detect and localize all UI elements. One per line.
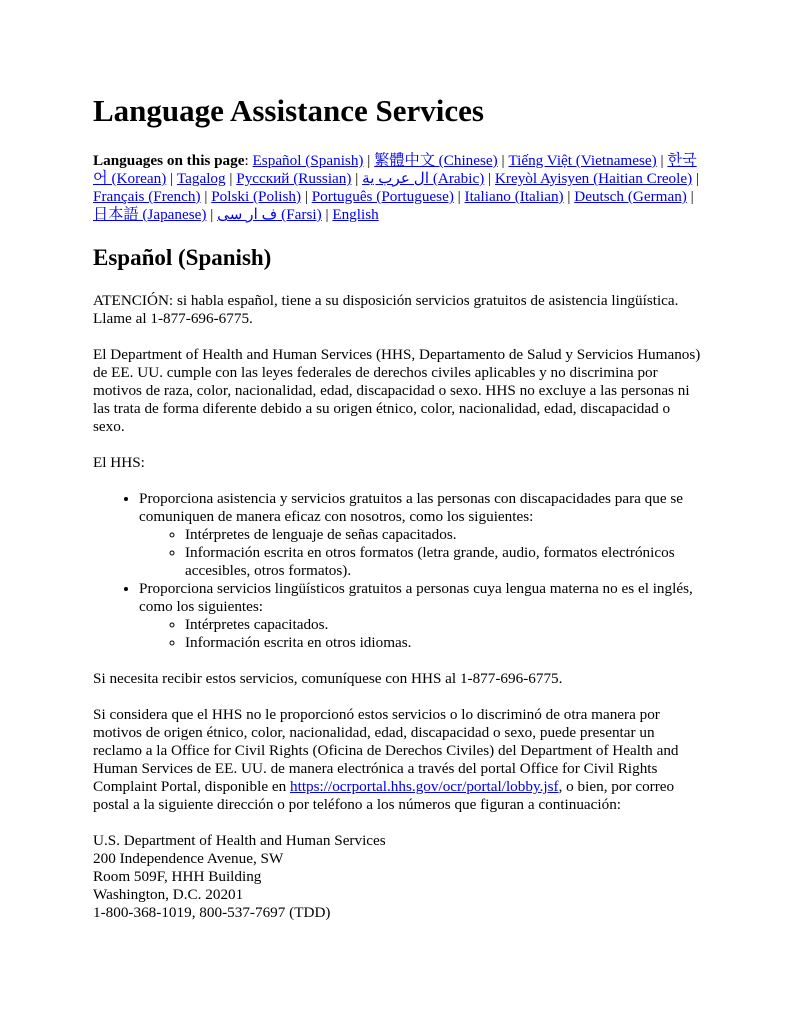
lang-link-french[interactable]: Français (French) — [93, 188, 201, 205]
lang-link-russian[interactable]: Русский (Russian) — [236, 170, 352, 187]
section-heading: Español (Spanish) — [93, 245, 272, 270]
sub-list — [139, 526, 705, 580]
lang-link-english[interactable]: English — [332, 206, 379, 223]
lang-link-farsi[interactable]: ف ار سی (Farsi) — [217, 206, 322, 223]
nondiscrimination-paragraph: El Department of Health and Human Services (HHS, Departamento de Salud y Servicios Humanos) de EE. UU. cumple con las leyes federales de derechos civiles aplicables y no discrimina por motivos de raza, color, nacionalidad, edad, discapacidad o sexo. HHS no excluye a las personas ni las trata de forma diferente debido a su origen étnico, color, nacionalidad, edad, discapacidad o sexo. — [93, 346, 701, 435]
mailing-address — [93, 832, 705, 922]
document-page — [93, 92, 705, 940]
sub-list-item: ◦ Información escrita en otros idiomas. — [185, 634, 705, 652]
page-title: Language Assistance Services — [93, 93, 484, 128]
lang-link-italian[interactable]: Italiano (Italian) — [464, 188, 564, 205]
lang-link-japanese[interactable]: 日本語 (Japanese) — [93, 206, 207, 223]
attention-paragraph: ATENCIÓN: si habla español, tiene a su disposición servicios gratuitos de asistencia lingüística. Llame al 1-877-696-6775. — [93, 292, 679, 327]
lang-link-portuguese[interactable]: Português (Portuguese) — [311, 188, 454, 205]
lang-link-spanish[interactable]: Español (Spanish) — [252, 152, 364, 169]
sub-list-item: ◦ Intérpretes de lenguaje de señas capacitados. — [185, 526, 705, 544]
sub-list — [139, 616, 705, 652]
list-item — [139, 490, 705, 580]
ocr-portal-link[interactable]: https://ocrportal.hhs.gov/ocr/portal/lobby.jsf — [290, 778, 559, 795]
contact-paragraph: Si necesita recibir estos servicios, comuníquese con HHS al 1-877-696-6775. — [93, 670, 563, 687]
sub-list-item: ◦ Intérpretes capacitados. — [185, 616, 705, 634]
lang-link-tagalog[interactable]: Tagalog — [176, 170, 226, 187]
phone-numbers: 1-800-368-1019, 800-537-7697 (TDD) — [93, 904, 331, 921]
list-item-text: Proporciona asistencia y servicios gratuitos a las personas con discapacidades para que se comuniquen de manera eficaz con nosotros, como los siguientes: — [139, 490, 684, 525]
lang-link-polish[interactable]: Polski (Polish) — [211, 188, 302, 205]
lang-link-haitian-creole[interactable]: Kreyòl Ayisyen (Haitian Creole) — [494, 170, 693, 187]
address-line: Washington, D.C. 20201 — [93, 886, 244, 903]
lang-link-vietnamese[interactable]: Tiếng Việt (Vietnamese) — [508, 152, 657, 169]
list-item-text: Proporciona servicios lingüísticos gratuitos a personas cuya lengua materna no es el inglés, como los siguientes: — [139, 580, 693, 615]
complaint-text-before: Si considera que el HHS no le proporcionó estos servicios o lo discriminó de otra manera por motivos de origen étnico, color, nacionalidad, edad, discapacidad o sexo, puede presentar un reclamo a la Office for Civil Rights (Oficina de Derechos Civiles) del Department of Health and Human Services de EE. UU. de manera electrónica a través del portal Office for Civil Rights Complaint Portal, disponible en — [93, 706, 679, 795]
language-nav: Languages on this page: Español (Spanish) | 繁體中文 (Chinese) | Tiếng Việt (Vietnamese) | 한국어 (Korean) | Tagalog | Русский (Russian) | ال عرب ية (Arabic) | Kreyòl Ayisyen (Haitian Creole) | Français (French) | Polski (Polish) | Português (Portuguese) | Italiano (Italian) | Deutsch (German) | 日本語 (Japanese) | ف ار سی (Farsi) | English — [93, 152, 700, 223]
services-list — [93, 490, 705, 652]
lang-link-german[interactable]: Deutsch (German) — [574, 188, 687, 205]
lang-link-chinese[interactable]: 繁體中文 (Chinese) — [374, 152, 498, 169]
sub-list-item: ◦ Información escrita en otros formatos (letra grande, audio, formatos electrónicos accesibles, otros formatos). — [185, 544, 705, 580]
hhs-intro: El HHS: — [93, 454, 145, 471]
list-item — [139, 580, 705, 652]
complaint-paragraph — [93, 706, 705, 814]
lang-link-arabic[interactable]: ال عرب ية (Arabic) — [362, 170, 485, 187]
complaint-text-after: , o bien, por correo postal a la siguiente dirección o por teléfono a los números que figuran a continuación: — [93, 778, 675, 813]
address-line: Room 509F, HHH Building — [93, 868, 262, 885]
address-line: 200 Independence Avenue, SW — [93, 850, 284, 867]
language-nav-label: Languages on this page — [93, 152, 245, 169]
address-line: U.S. Department of Health and Human Services — [93, 832, 386, 849]
lang-link-korean[interactable]: 한국어 (Korean) — [93, 152, 697, 187]
